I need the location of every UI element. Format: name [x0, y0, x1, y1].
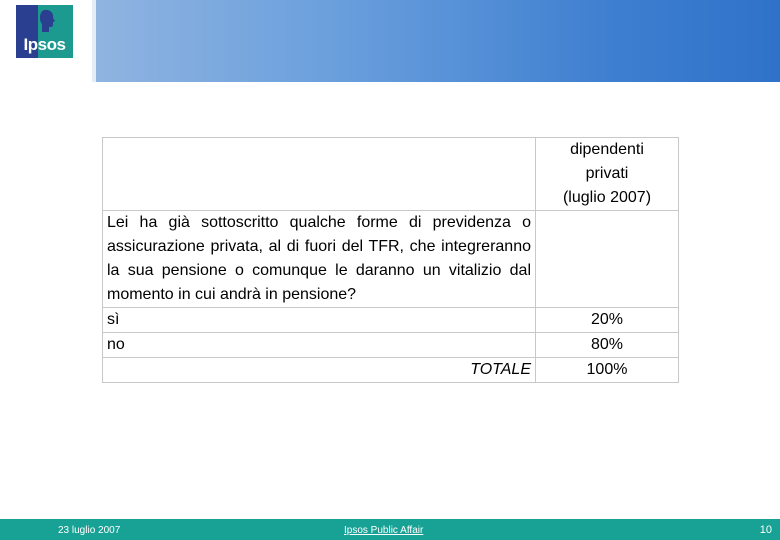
- table-row: [103, 333, 679, 358]
- answer-label: no: [103, 333, 536, 358]
- ipsos-logo: [16, 5, 73, 58]
- header-banner: [96, 0, 780, 82]
- answer-label: sì: [103, 308, 536, 333]
- column-header: [536, 138, 679, 211]
- logo-text: Ipsos: [23, 35, 66, 54]
- survey-table: [102, 137, 679, 383]
- total-row: [103, 358, 679, 383]
- footer-date: 23 luglio 2007: [58, 525, 121, 536]
- page-number: 10: [759, 524, 772, 536]
- total-value: 100%: [536, 358, 679, 383]
- table-header-row: [103, 138, 679, 211]
- total-label: TOTALE: [103, 358, 536, 383]
- face-profile-icon: [38, 9, 56, 33]
- answer-value: 20%: [536, 308, 679, 333]
- table-row: [103, 308, 679, 333]
- question-text: Lei ha già sottoscritto qualche forme di previdenza o assicurazione privata, al di fuori del TFR, che integreranno la sua pensione o comunque le daranno un vitalizio dal momento in cui andrà in pensione?: [103, 211, 536, 308]
- logo-area: [0, 0, 92, 82]
- footer-source-link[interactable]: Ipsos Public Affair: [344, 525, 424, 536]
- column-header-line: (luglio 2007): [562, 189, 652, 206]
- question-row: [103, 211, 679, 308]
- empty-value-cell: [536, 211, 679, 308]
- column-header-line: privati: [585, 165, 629, 182]
- answer-value: 80%: [536, 333, 679, 358]
- footer-bar: [0, 519, 780, 540]
- empty-header-cell: [103, 138, 536, 211]
- column-header-line: dipendenti: [570, 141, 644, 158]
